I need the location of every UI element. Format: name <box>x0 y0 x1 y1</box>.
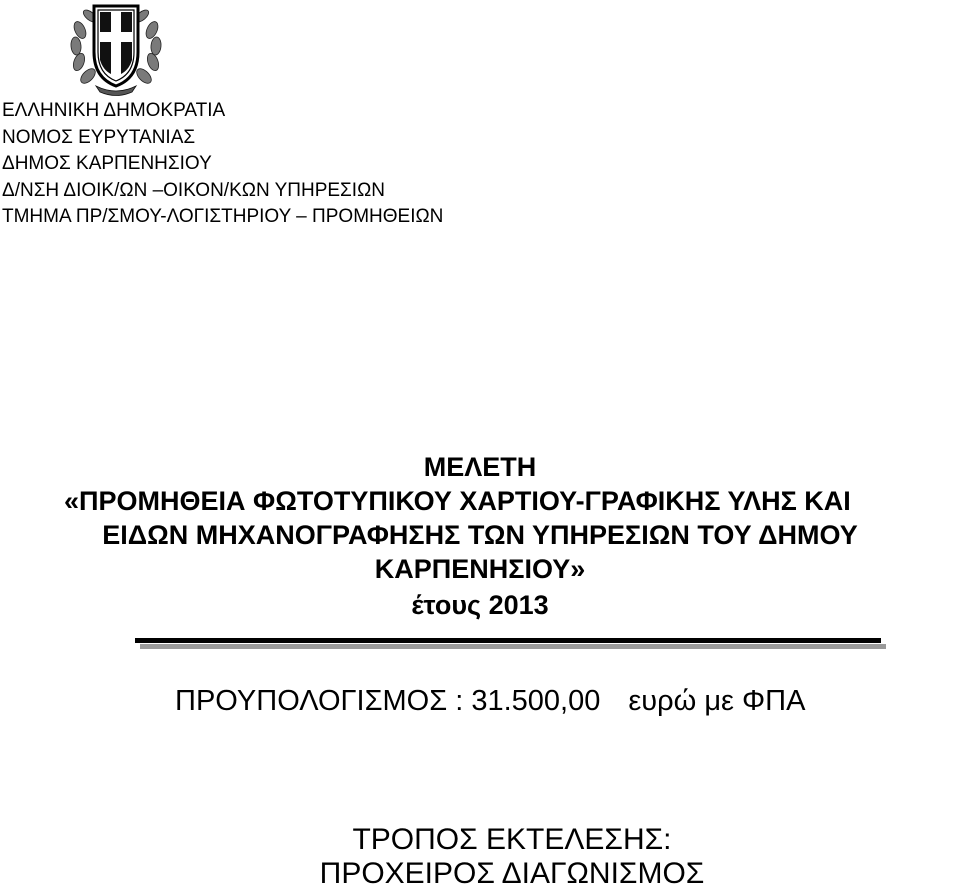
method-label: ΤΡΟΠΟΣ ΕΚΤΕΛΕΣΗΣ: <box>352 823 672 856</box>
header-line-department: ΤΜΗΜΑ ΠΡ/ΣΜΟΥ-ΛΟΓΙΣΤΗΡΙΟΥ – ΠΡΟΜΗΘΕΙΩΝ <box>2 206 444 227</box>
study-title-line-1: «ΠΡΟΜΗΘΕΙΑ ΦΩΤΟΤΥΠΙΚΟΥ ΧΑΡΤΙΟΥ-ΓΡΑΦΙΚΗΣ ΥΛΗΣ ΚΑΙ <box>64 486 851 516</box>
title-divider-line <box>135 638 881 643</box>
coat-of-arms-icon <box>66 0 166 98</box>
study-title-line-3: ΚΑΡΠΕΝΗΣΙΟΥ» <box>374 554 586 584</box>
method-value: ΠΡΟΧΕΙΡΟΣ ΔΙΑΓΩΝΙΣΜΟΣ <box>319 857 705 890</box>
budget-suffix: ευρώ με ΦΠΑ <box>628 685 806 717</box>
study-label: ΜΕΛΕΤΗ <box>423 452 537 482</box>
header-line-republic: ΕΛΛΗΝΙΚΗ ΔΗΜΟΚΡΑΤΙΑ <box>2 100 226 121</box>
header-line-prefecture: ΝΟΜΟΣ ΕΥΡΥΤΑΝΙΑΣ <box>2 126 196 148</box>
study-title-line-2: ΕΙΔΩΝ ΜΗΧΑΝΟΓΡΑΦΗΣΗΣ ΤΩΝ ΥΠΗΡΕΣΙΩΝ ΤΟΥ ΔΗΜΟΥ <box>102 520 858 550</box>
title-divider <box>135 638 887 650</box>
authority-header <box>2 98 443 231</box>
title-divider-shadow <box>140 644 886 649</box>
study-year: έτους 2013 <box>411 590 549 620</box>
header-line-directorate: Δ/ΝΣΗ ΔΙΟΙΚ/ΩΝ –ΟΙΚΟΝ/ΚΩΝ ΥΠΗΡΕΣΙΩΝ <box>2 179 386 201</box>
study-title <box>0 484 960 586</box>
budget-label: ΠΡΟΥΠΟΛΟΓΙΣΜΟΣ : 31.500,00 <box>175 685 601 717</box>
header-line-municipality: ΔΗΜΟΣ ΚΑΡΠΕΝΗΣΙΟΥ <box>2 153 212 174</box>
budget-line <box>175 683 805 719</box>
